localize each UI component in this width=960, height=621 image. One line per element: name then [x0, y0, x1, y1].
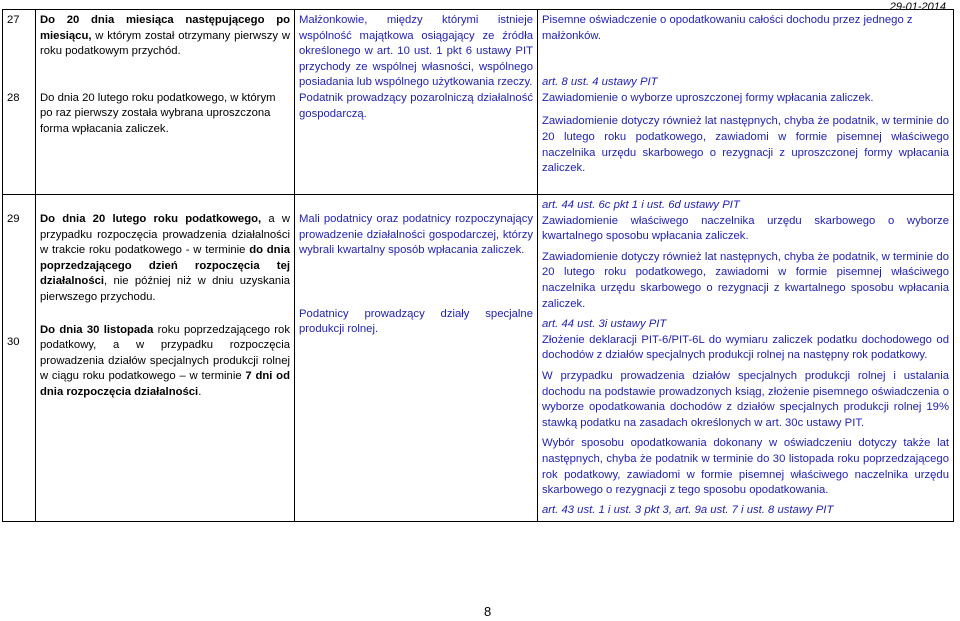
- taxpayer-text: Podatnik prowadzący pozarolniczą działalność gospodarczą.: [299, 91, 533, 120]
- taxpayer-cell: [295, 10, 538, 195]
- row-number: 29: [7, 213, 20, 225]
- deadline-text: [40, 323, 290, 401]
- deadline-rest: , nie później niż w dniu uzyskania pierwszego przychodu.: [40, 275, 290, 303]
- deadline-cell: [36, 195, 295, 522]
- deadline-bold: Do dnia 30 listopada: [40, 323, 154, 336]
- deadline-rest: roku poprzedzającego rok podatkowy, a w przypadku rozpoczęcia prowadzenia działów specjalnych produkcji rolnej w ciągu roku podatkowego – w terminie: [40, 323, 290, 383]
- deadline-text: [40, 91, 290, 138]
- table-row: [3, 10, 954, 195]
- page-number: 8: [484, 604, 492, 619]
- row-number-cell: [3, 195, 36, 522]
- obligation-text: Zawiadomienie o wyborze uproszczonej formy wpłacania zaliczek.: [542, 91, 874, 104]
- deadline-text: [40, 212, 290, 306]
- taxpayer-text: Małżonkowie, między którymi istnieje wspólność majątkowa osiągający ze źródła określonego w art. 10 ust. 1 pkt 6 ustawy PIT przychody ze wspólnej własności, wspólnego posiadania lub wspólnego użytkowania rzeczy.: [299, 14, 533, 89]
- row-number-cell: [3, 10, 36, 195]
- obligation-text: Zawiadomienie dotyczy również lat następnych, chyba że podatnik, w terminie do 20 lutego roku podatkowego, zawiadomi w formie pisemnej właściwego naczelnika urzędu skarbowego o rezygnacji z kwartalnego sposobu wpłacania zaliczek.: [542, 250, 949, 310]
- deadline-cell: [36, 10, 295, 195]
- deadline-rest: .: [198, 385, 202, 398]
- deadline-bold: Do dnia 20 lutego roku podatkowego,: [40, 213, 262, 225]
- obligation-text: Zawiadomienie dotyczy również lat następnych, chyba że podatnik, w terminie do 20 lutego roku podatkowego, zawiadomi w formie pisemnej właściwego naczelnika urzędu skarbowego o rezygnacji z uproszczonej formy wpłacania zaliczek.: [542, 115, 949, 175]
- legal-basis: art. 44 ust. 6c pkt 1 i ust. 6d ustawy PIT: [542, 199, 740, 211]
- obligation-text: Pisemne oświadczenie o opodatkowaniu całości dochodu przez jednego z małżonków.: [542, 14, 913, 42]
- deadline-rest: a w przypadku rozpoczęcia prowadzenia działalności w trakcie roku podatkowego - w terminie: [40, 213, 290, 257]
- tax-deadlines-table: [2, 9, 954, 522]
- obligation-text: Złożenie deklaracji PIT-6/PIT-6L do wymiaru zaliczek podatku dochodowego od dochodów z działów specjalnych produkcji rolnej na następny rok podatkowy.: [542, 333, 949, 362]
- deadline-bold: do dnia poprzedzającego dzień rozpoczęcia tej działalności: [40, 244, 290, 288]
- deadline-lead: Do dnia 20 lutego roku podatkowego,: [40, 91, 228, 104]
- document-date: 29-01-2014: [889, 1, 946, 13]
- legal-basis: art. 44 ust. 3i ustawy PIT: [542, 318, 667, 331]
- taxpayer-cell: [295, 195, 538, 522]
- row-number: 28: [7, 91, 20, 104]
- row-number: 27: [7, 14, 20, 26]
- taxpayer-text: Podatnicy prowadzący działy specjalne produkcji rolnej.: [299, 307, 533, 336]
- deadline-text: [40, 13, 290, 60]
- obligation-text: W przypadku prowadzenia działów specjalnych produkcji rolnej i ustalania dochodu na podstawie prowadzonych ksiąg, złożenie pisemnego oświadczenia o wyborze opodatkowania dochodów z działów specjalnych produkcji rolnej 19% stawką podatku na zasadach określonych w art. 30c ustawy PIT.: [542, 369, 949, 429]
- obligation-text: Zawiadomienie właściwego naczelnika urzędu skarbowego o wyborze kwartalnego sposobu wpłacania zaliczek.: [542, 214, 949, 243]
- legal-basis: art. 43 ust. 1 i ust. 3 pkt 3, art. 9a ust. 7 i ust. 8 ustawy PIT: [542, 503, 834, 516]
- taxpayer-text: Mali podatnicy oraz podatnicy rozpoczynający prowadzenie działalności gospodarczej, którzy wybrali kwartalny sposób wpłacania zaliczek.: [299, 213, 533, 257]
- deadline-bold: 7 dni od dnia rozpoczęcia działalności: [40, 370, 290, 398]
- obligation-text: Wybór sposobu opodatkowania dokonany w oświadczeniu dotyczy także lat następnych, chyba że podatnik w terminie do 30 listopada roku poprzedzającego rok podatkowy, zawiadomi w formie pisemnej właściwego naczelnika urzędu skarbowego o rezygnacji z tego sposobu opodatkowania.: [542, 437, 949, 497]
- deadline-rest: w którym po raz pierwszy została wybrana uproszczona forma wpłacania zaliczek.: [40, 91, 276, 135]
- obligation-cell: [538, 195, 954, 522]
- obligation-cell: [538, 10, 954, 195]
- table-row: [3, 195, 954, 522]
- row-number: 30: [7, 335, 20, 348]
- legal-basis: art. 8 ust. 4 ustawy PIT: [542, 76, 658, 89]
- deadline-rest: w którym został otrzymany pierwszy w roku podatkowym przychód.: [40, 29, 290, 58]
- deadline-bold: Do 20 dnia miesiąca następującego po miesiącu,: [40, 14, 290, 42]
